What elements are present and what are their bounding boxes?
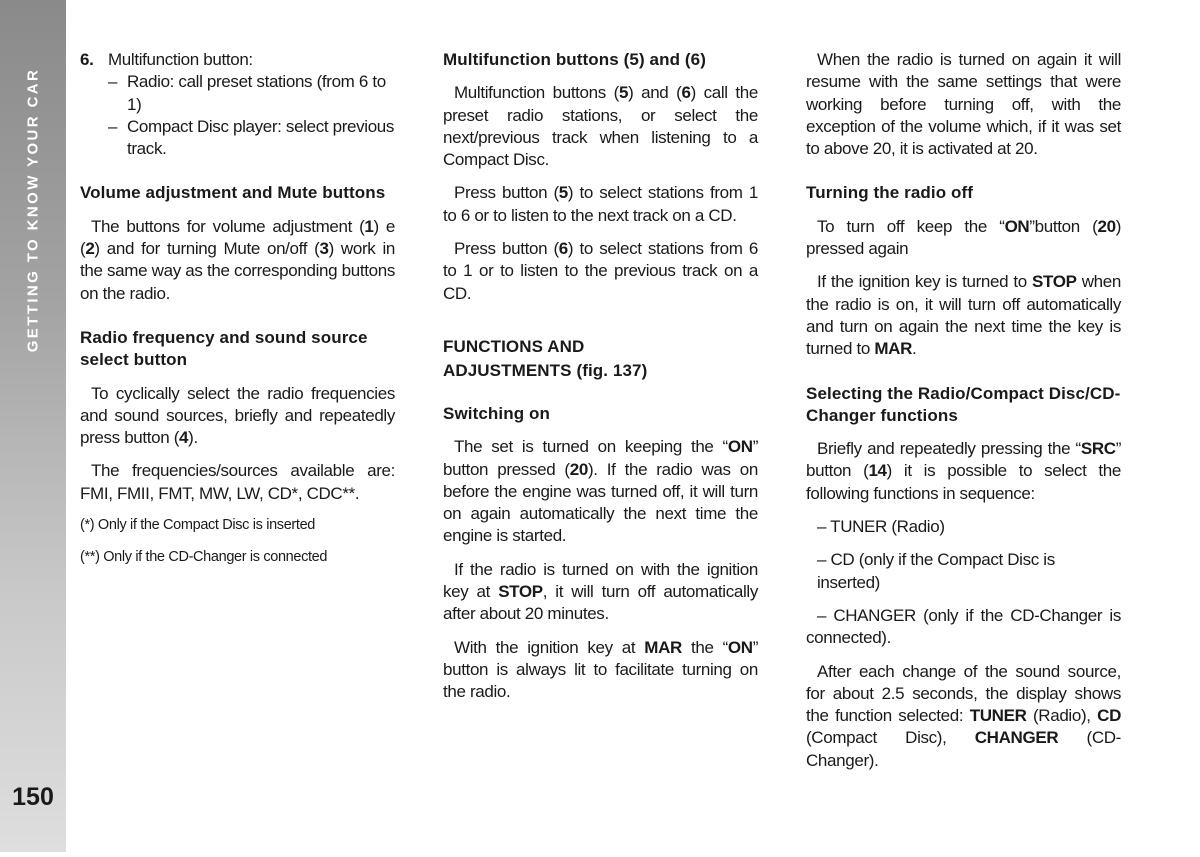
section-title: GETTING TO KNOW YOUR CAR [24, 67, 42, 353]
paragraph: Briefly and repeatedly pressing the “SRC” button (14) it is possible to select the following functions in sequence: [806, 439, 1121, 503]
paragraph: The frequencies/sources available are: FMI, FMII, FMT, MW, LW, CD*, CDC**. [80, 461, 395, 503]
heading-switching-on: Switching on [443, 403, 550, 423]
heading-selecting: Selecting the Radio/Compact Disc/CD-Changer functions [806, 383, 1121, 425]
list-item: – CD (only if the Compact Disc is inserted) [817, 550, 1055, 592]
sub-item-text: Compact Disc player: select previous track. [127, 116, 395, 159]
heading-multifunction: Multifunction buttons (5) and (6) [443, 50, 706, 69]
paragraph: With the ignition key at MAR the “ON” button is always lit to facilitate turning on the radio. [443, 637, 759, 702]
paragraph: If the ignition key is turned to STOP when the radio is on, it will turn off automatically and turn on again the next time the key is turned to MAR. [806, 272, 1122, 359]
item-number: 6. [80, 50, 94, 69]
paragraph: To cyclically select the radio frequencies and sound sources, briefly and repeatedly press button (4). [80, 383, 395, 448]
list-item [80, 49, 395, 71]
item-title: Multifunction button: [108, 50, 253, 69]
paragraph: Multifunction buttons (5) and (6) call the preset radio stations, or select the next/previous track when listening to a Compact Disc. [443, 83, 759, 170]
dash: – [108, 116, 118, 136]
list-item: – CHANGER (only if the CD-Changer is connected). [806, 605, 1121, 648]
paragraph: After each change of the sound source, for about 2.5 seconds, the display shows the function selected: TUNER (Radio), CD (Compact Disc), CHANGER (CD-Changer). [806, 661, 1121, 770]
paragraph: The set is turned on keeping the “ON” button pressed (20). If the radio was on before the engine was turned off, it will turn on again automatically the next time the engine is started. [443, 437, 758, 546]
column-2 [443, 49, 758, 704]
paragraph: The buttons for volume adjustment (1) e (2) and for turning Mute on/off (3) work in the same way as the corresponding buttons on the radio. [80, 216, 395, 303]
paragraph: To turn off keep the “ON”button (20) pressed again [806, 216, 1121, 259]
heading-functions: FUNCTIONS AND ADJUSTMENTS (fig. 137) [443, 336, 648, 380]
footnote: (**) Only if the CD-Changer is connected [80, 549, 328, 566]
sub-item [80, 71, 395, 116]
paragraph: Press button (5) to select stations from 1 to 6 or to listen to the next track on a CD. [443, 183, 758, 225]
sub-item [80, 116, 395, 161]
page-number: 150 [12, 783, 54, 811]
column-1 [80, 49, 395, 567]
dash: – [108, 72, 118, 92]
heading-volume: Volume adjustment and Mute buttons [80, 183, 386, 203]
column-3 [806, 49, 1121, 772]
section-sidebar [0, 0, 66, 852]
paragraph: If the radio is turned on with the ignition key at STOP, it will turn off automatically after about 20 minutes. [443, 559, 758, 624]
paragraph: Press button (6) to select stations from 6 to 1 or to listen to the previous track on a CD. [443, 239, 758, 303]
footnote: (*) Only if the Compact Disc is inserted [80, 517, 315, 534]
list-item: – TUNER (Radio) [817, 517, 945, 537]
heading-turning-off: Turning the radio off [806, 183, 974, 203]
paragraph: When the radio is turned on again it will resume with the same settings that were working before turning off, with the exception of the volume which, if it was set to above 20, it is activated at 20. [806, 50, 1121, 159]
heading-frequency: Radio frequency and sound source select button [80, 327, 368, 370]
sub-item-text: Radio: call preset stations (from 6 to 1) [127, 72, 386, 114]
